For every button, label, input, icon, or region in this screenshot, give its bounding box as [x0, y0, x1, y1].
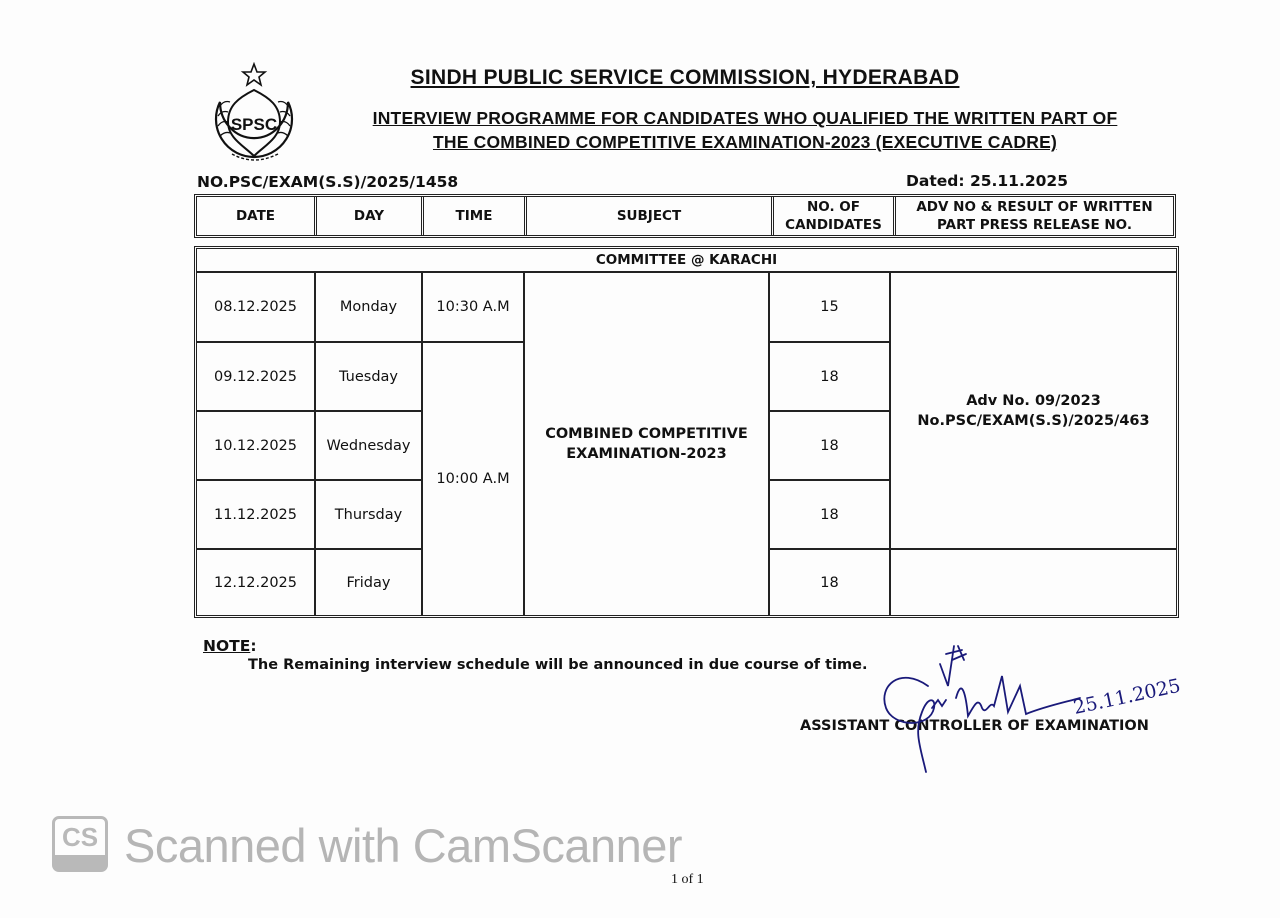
- cell-time-merged: 10:00 A.M: [423, 343, 525, 615]
- handwritten-signature-icon: [870, 636, 1190, 776]
- column-header-adv-line-1: ADV NO & RESULT OF WRITTEN: [916, 199, 1153, 215]
- cell-adv-no-empty: [891, 550, 1176, 615]
- organization-title: SINDH PUBLIC SERVICE COMMISSION, HYDERABAD: [410, 66, 960, 89]
- cell-candidates: 18: [770, 412, 891, 481]
- column-header-time: TIME: [424, 197, 527, 235]
- document-subtitle: [320, 106, 1170, 154]
- subject-line-1: COMBINED COMPETITIVE: [545, 426, 748, 442]
- adv-line-1: Adv No. 09/2023: [966, 392, 1101, 409]
- column-header-day: DAY: [317, 197, 424, 235]
- reference-number: NO.PSC/EXAM(S.S)/2025/1458: [197, 173, 459, 191]
- cell-candidates: 18: [770, 550, 891, 615]
- note-label: NOTE:: [203, 637, 257, 655]
- cell-date: 11.12.2025: [197, 481, 316, 550]
- svg-text:SPSC: SPSC: [230, 115, 278, 134]
- camscanner-watermark: Scanned with CamScanner: [124, 819, 683, 872]
- note-text: The Remaining interview schedule will be announced in due course of time.: [248, 657, 868, 673]
- schedule-table: [194, 246, 1179, 618]
- adv-line-2: No.PSC/EXAM(S.S)/2025/463: [917, 412, 1150, 429]
- signer-title: ASSISTANT CONTROLLER OF EXAMINATION: [800, 718, 1149, 734]
- cell-day: Monday: [316, 273, 423, 343]
- column-header-candidates-line-2: CANDIDATES: [785, 217, 882, 233]
- document-date: Dated: 25.11.2025: [906, 172, 1068, 190]
- cell-date: 09.12.2025: [197, 343, 316, 412]
- cell-adv-no: [891, 273, 1176, 550]
- column-header-candidates-line-1: NO. OF: [806, 199, 860, 215]
- cell-candidates: 18: [770, 343, 891, 412]
- cell-date: 12.12.2025: [197, 550, 316, 615]
- cell-day: Friday: [316, 550, 423, 615]
- cell-day: Tuesday: [316, 343, 423, 412]
- subtitle-line-1: INTERVIEW PROGRAMME FOR CANDIDATES WHO QUALIFIED THE WRITTEN PART OF: [372, 108, 1118, 128]
- cell-date: 08.12.2025: [197, 273, 316, 343]
- spsc-logo-icon: [206, 62, 302, 168]
- column-header-subject: SUBJECT: [527, 197, 774, 235]
- cell-day: Wednesday: [316, 412, 423, 481]
- cell-candidates: 18: [770, 481, 891, 550]
- camscanner-logo-icon: CS: [52, 816, 108, 872]
- cell-date: 10.12.2025: [197, 412, 316, 481]
- cell-time: 10:30 A.M: [423, 273, 525, 343]
- cell-subject: [525, 273, 770, 615]
- column-header-adv-no: [896, 197, 1173, 235]
- schedule-grid: [197, 273, 1176, 615]
- subtitle-line-2: THE COMBINED COMPETITIVE EXAMINATION-2023 (EXECUTIVE CADRE): [432, 132, 1058, 152]
- svg-text:25.11.2025: 25.11.2025: [1071, 674, 1183, 719]
- column-header-adv-line-2: PART PRESS RELEASE NO.: [936, 217, 1132, 233]
- column-header-date: DATE: [197, 197, 317, 235]
- committee-heading: COMMITTEE @ KARACHI: [197, 249, 1176, 273]
- cell-candidates: 15: [770, 273, 891, 343]
- column-header-candidates: [774, 197, 896, 235]
- subject-line-2: EXAMINATION-2023: [566, 446, 727, 462]
- cell-day: Thursday: [316, 481, 423, 550]
- page-indicator: 1 of 1: [671, 872, 704, 887]
- table-header: [194, 194, 1176, 238]
